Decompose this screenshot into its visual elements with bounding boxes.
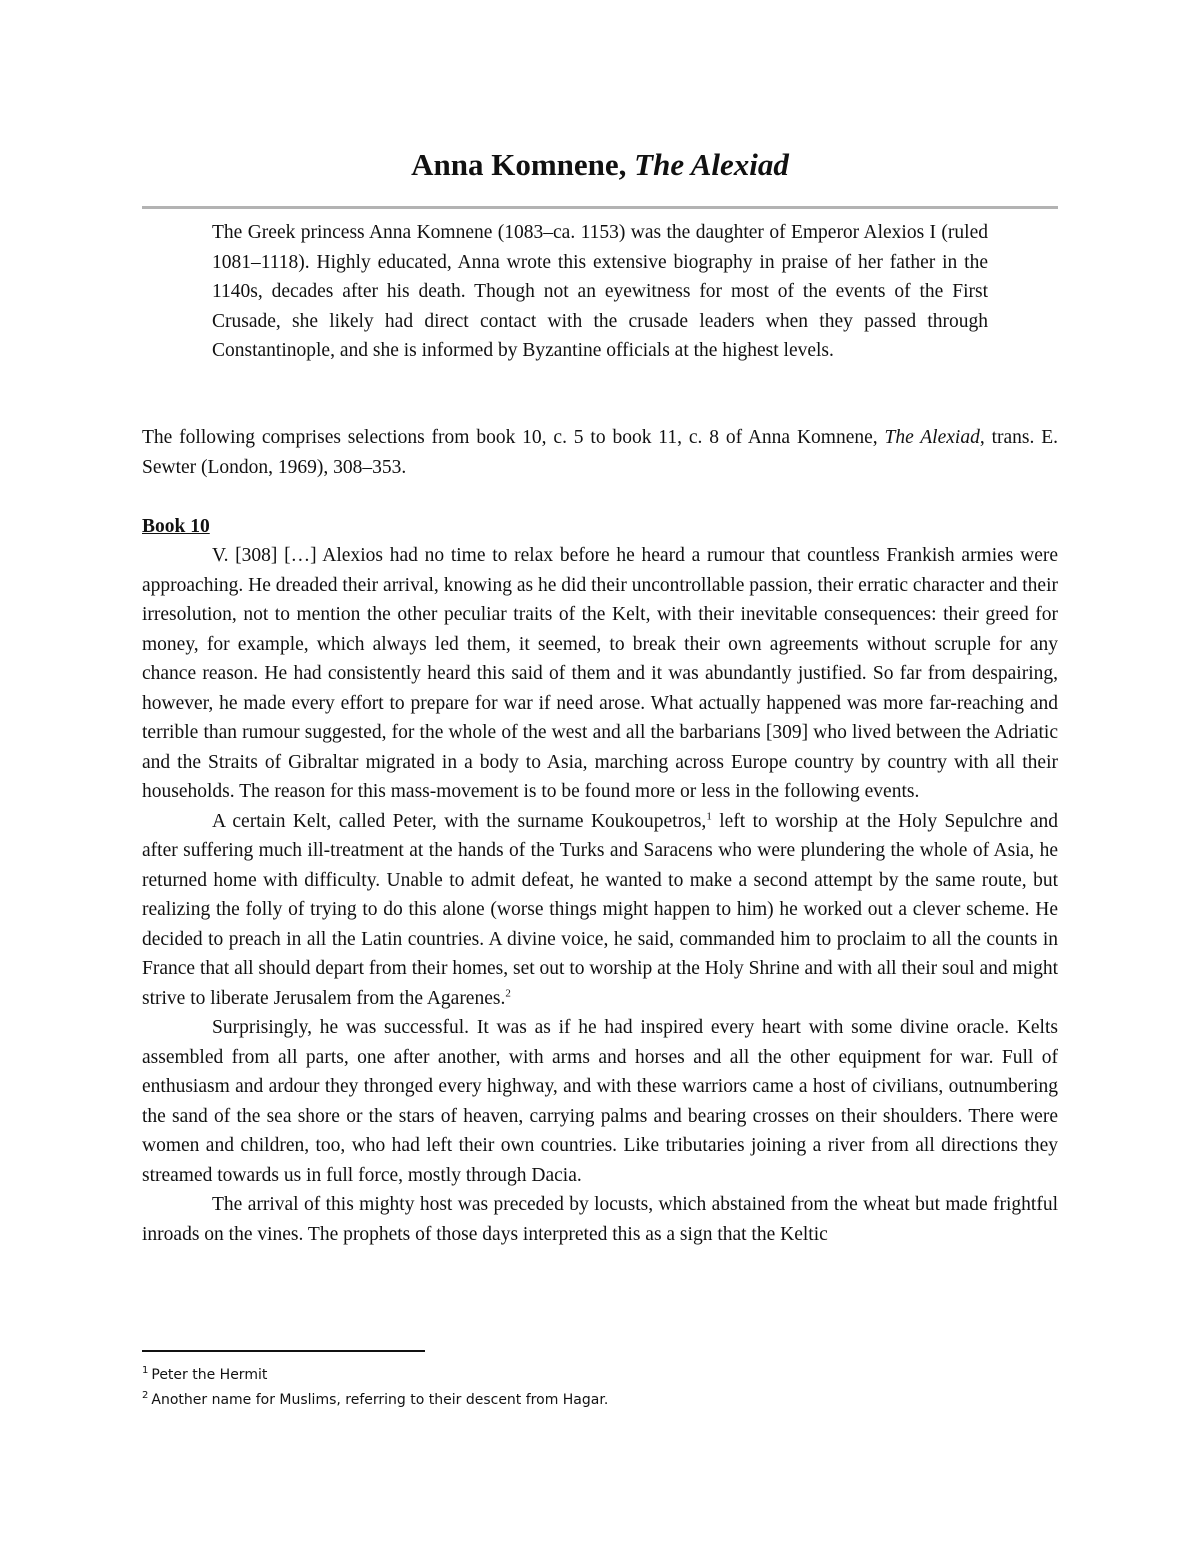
title-divider [142, 206, 1058, 209]
body-paragraph: Surprisingly, he was successful. It was as if he had inspired every heart with some divine oracle. Kelts assembled from all parts, one after another, with arms and horses and all the other equipment for war. Full of enthusiasm and ardour they thronged every highway, and with these warriors came a host of civilians, outnumbering the sand of the sea shore or the stars of heaven, carrying palms and bearing crosses on their shoulders. There were women and children, too, who had left their own countries. Like tributaries joining a river from all directions they streamed towards us in full force, mostly through Dacia. [142, 1017, 1058, 1186]
source-note [142, 423, 1058, 482]
paragraph-text: left to worship at the Holy Sepulchre and after suffering much ill-treatment at the hands of the Turks and Saracens who were plundering the whole of Asia, he returned home with difficulty. Unable to admit defeat, he wanted to make a second attempt by the same route, but realizing the folly of trying to do this alone (worse things might happen to him) he worked out a clever scheme. He decided to preach in all the Latin countries. A divine voice, he said, commanded him to proclaim to all the counts in France that all should depart from their homes, set out to worship at the Holy Shrine and with all their soul and might strive to liberate Jerusalem from the Agarenes. [142, 810, 1058, 1009]
footnotes [142, 1363, 1058, 1413]
footnote-mark: 2 [142, 1390, 149, 1402]
source-note-work: The Alexiad [884, 427, 980, 448]
body-text [142, 541, 1058, 1249]
footnote-reference[interactable]: 1 [706, 810, 712, 822]
body-paragraph: The arrival of this mighty host was preceded by locusts, which abstained from the wheat but made frightful inroads on the vines. The prophets of those days interpreted this as a sign that the Keltic [142, 1194, 1058, 1245]
footnote-text: Peter the Hermit [151, 1367, 268, 1383]
footnote-reference[interactable]: 2 [505, 987, 511, 999]
paragraph-text: A certain Kelt, called Peter, with the surname Koukoupetros, [212, 810, 707, 832]
footnote [142, 1388, 1058, 1413]
intro-paragraph: The Greek princess Anna Komnene (1083–ca. 1153) was the daughter of Emperor Alexios I (ruled 1081–1118). Highly educated, Anna wrote this extensive biography in praise of her father in the 1140s, decades after his death. Though not an eyewitness for most of the events of the First Crusade, she likely had direct contact with the crusade leaders when they passed through Constantinople, and she is informed by Byzantine officials at the highest levels. [212, 222, 988, 361]
title-author: Anna Komnene, [411, 147, 627, 182]
footnote-separator [142, 1350, 425, 1352]
body-paragraph [142, 807, 1058, 1014]
document-title [0, 143, 1200, 187]
footnote [142, 1363, 1058, 1388]
source-note-text: The following comprises selections from book 10, c. 5 to book 11, c. 8 of Anna Komnene, [142, 427, 885, 448]
body-paragraph: V. [308] […] Alexios had no time to relax before he heard a rumour that countless Frankish armies were approaching. He dreaded their arrival, knowing as he did their uncontrollable passion, their erratic character and their irresolution, not to mention the other peculiar traits of the Kelt, with their inevitable consequences: their greed for money, for example, which always led them, it seemed, to break their own agreements without scruple for any chance reason. He had consistently heard this said of them and it was abundantly justified. So far from despairing, however, he made every effort to prepare for war if need arose. What actually happened was more far-reaching and terrible than rumour suggested, for the whole of the west and all the barbarians [309] who lived between the Adriatic and the Straits of Gibraltar migrated in a body to Asia, marching across Europe country by country with all their households. The reason for this mass-movement is to be found more or less in the following events. [142, 545, 1058, 802]
title-work: The Alexiad [634, 147, 789, 182]
book-heading: Book 10 [142, 516, 210, 537]
source-note-citation: , trans. E. Sewter (London, 1969), 308–353. [142, 427, 1058, 478]
footnote-text: Another name for Muslims, referring to their descent from Hagar. [151, 1392, 609, 1408]
footnote-mark: 1 [142, 1365, 149, 1377]
